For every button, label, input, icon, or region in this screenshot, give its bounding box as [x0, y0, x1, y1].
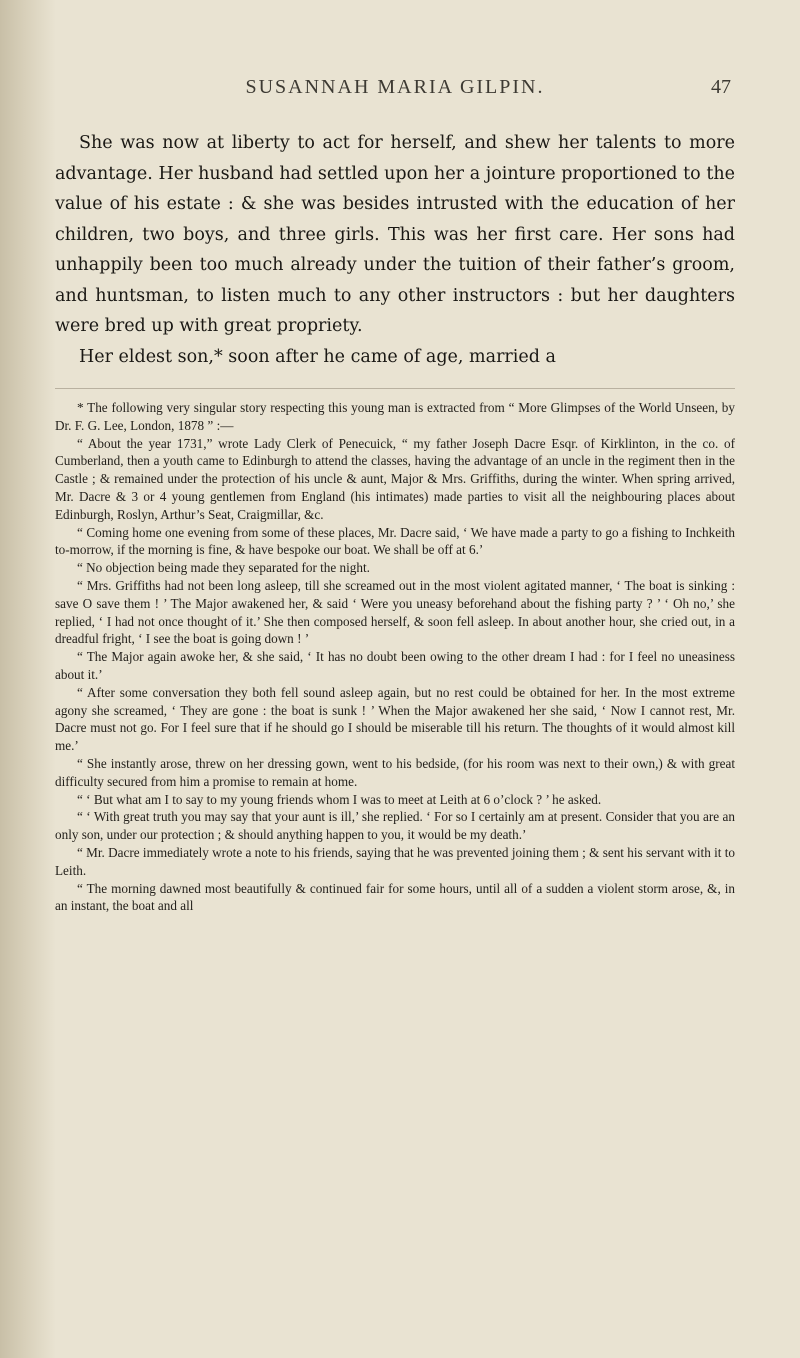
footnote-paragraph: “ ‘ But what am I to say to my young friends whom I was to meet at Leith at 6 o’clock ? ’ he asked.: [77, 791, 602, 807]
page-gutter-shadow: [0, 0, 56, 1358]
book-page: [55, 64, 735, 1334]
footnote-paragraph: “ About the year 1731,” wrote Lady Clerk of Penecuick, “ my father Joseph Dacre Esqr. of Kirklinton, in the co. of Cumberland, then a youth came to Edinburgh to attend the classes, having the advantage of an uncle in the regiment then in the Castle ; & remained under the protection of his uncle & aunt, Major & Mrs. Griffiths, during the winter. When spring arrived, Mr. Dacre & 3 or 4 young gentlemen from England (his intimates) made parties to visit all the neighbouring places about Edinburgh, Roslyn, Arthur’s Seat, Craigmillar, &c.: [55, 435, 735, 522]
footnote-paragraph: * The following very singular story respecting this young man is extracted from “ More Glimpses of the World Unseen, by Dr. F. G. Lee, London, 1878 ” :—: [55, 400, 735, 433]
footnote-paragraph: “ The Major again awoke her, & she said, ‘ It has no doubt been owing to the other dream I had : for I feel no uneasiness about it.’: [55, 649, 735, 682]
footnote-paragraph: “ The morning dawned most beautifully & continued fair for some hours, until all of a sudden a violent storm arose, &, in an instant, the boat and all: [55, 880, 735, 914]
footnote-paragraph: “ She instantly arose, threw on her dressing gown, went to his bedside, (for his room was next to their own,) & with great difficulty secured from him a promise to remain at home.: [55, 755, 735, 789]
footnote-divider: [55, 388, 735, 389]
footnote-paragraph: “ Coming home one evening from some of these places, Mr. Dacre said, ‘ We have made a party to go a fishing to Inchkeith to-morrow, if the morning is fine, & have bespoke our boat. We shall be off at 6.’: [55, 524, 735, 558]
footnote-paragraph: “ Mr. Dacre immediately wrote a note to his friends, saying that he was prevented joining them ; & sent his servant with it to Leith.: [55, 844, 735, 878]
main-text: [55, 128, 735, 372]
page-number: 47: [711, 76, 731, 98]
running-title: SUSANNAH MARIA GILPIN.: [245, 76, 545, 98]
footnote-paragraph: “ No objection being made they separated for the night.: [77, 560, 370, 576]
footnote-block: [55, 399, 735, 915]
body-paragraph: Her eldest son,* soon after he came of age, married a: [79, 346, 556, 367]
footnote-paragraph: “ ‘ With great truth you may say that your aunt is ill,’ she replied. ‘ For so I certainly am at present. Consider that you are an only son, under our protection ; & should anything happen to you, it would be my death.’: [55, 809, 735, 843]
body-paragraph: She was now at liberty to act for herself, and shew her talents to more advantage. Her husband had settled upon her a jointure proportioned to the value of his estate : & she was besides intrusted with the education of her children, two boys, and three girls. This was her first care. Her sons had unhappily been too much already under the tuition of their father’s groom, and huntsman, to listen much to any other instructors : but her daughters were bred up with great propriety.: [55, 133, 735, 336]
footnote-paragraph: “ After some conversation they both fell sound asleep again, but no rest could be obtained for her. In the most extreme agony she screamed, ‘ They are gone : the boat is sunk ! ’ When the Major awakened her she said, ‘ Now I cannot rest, Mr. Dacre must not go. For I feel sure that if he should go I should be miserable till his return. The thoughts of it would almost kill me.’: [55, 684, 735, 754]
running-head: [55, 64, 735, 104]
footnote-paragraph: “ Mrs. Griffiths had not been long asleep, till she screamed out in the most violent agitated manner, ‘ The boat is sinking : save O save them ! ’ The Major awakened her, & said ‘ Were you uneasy beforehand about the fishing party ? ’ ‘ Oh no,’ she replied, ‘ I had not once thought of it.’ She then composed herself, & soon fell asleep. In about another hour, she cried out, in a dreadful fright, ‘ I see the boat is going down ! ’: [55, 577, 735, 647]
